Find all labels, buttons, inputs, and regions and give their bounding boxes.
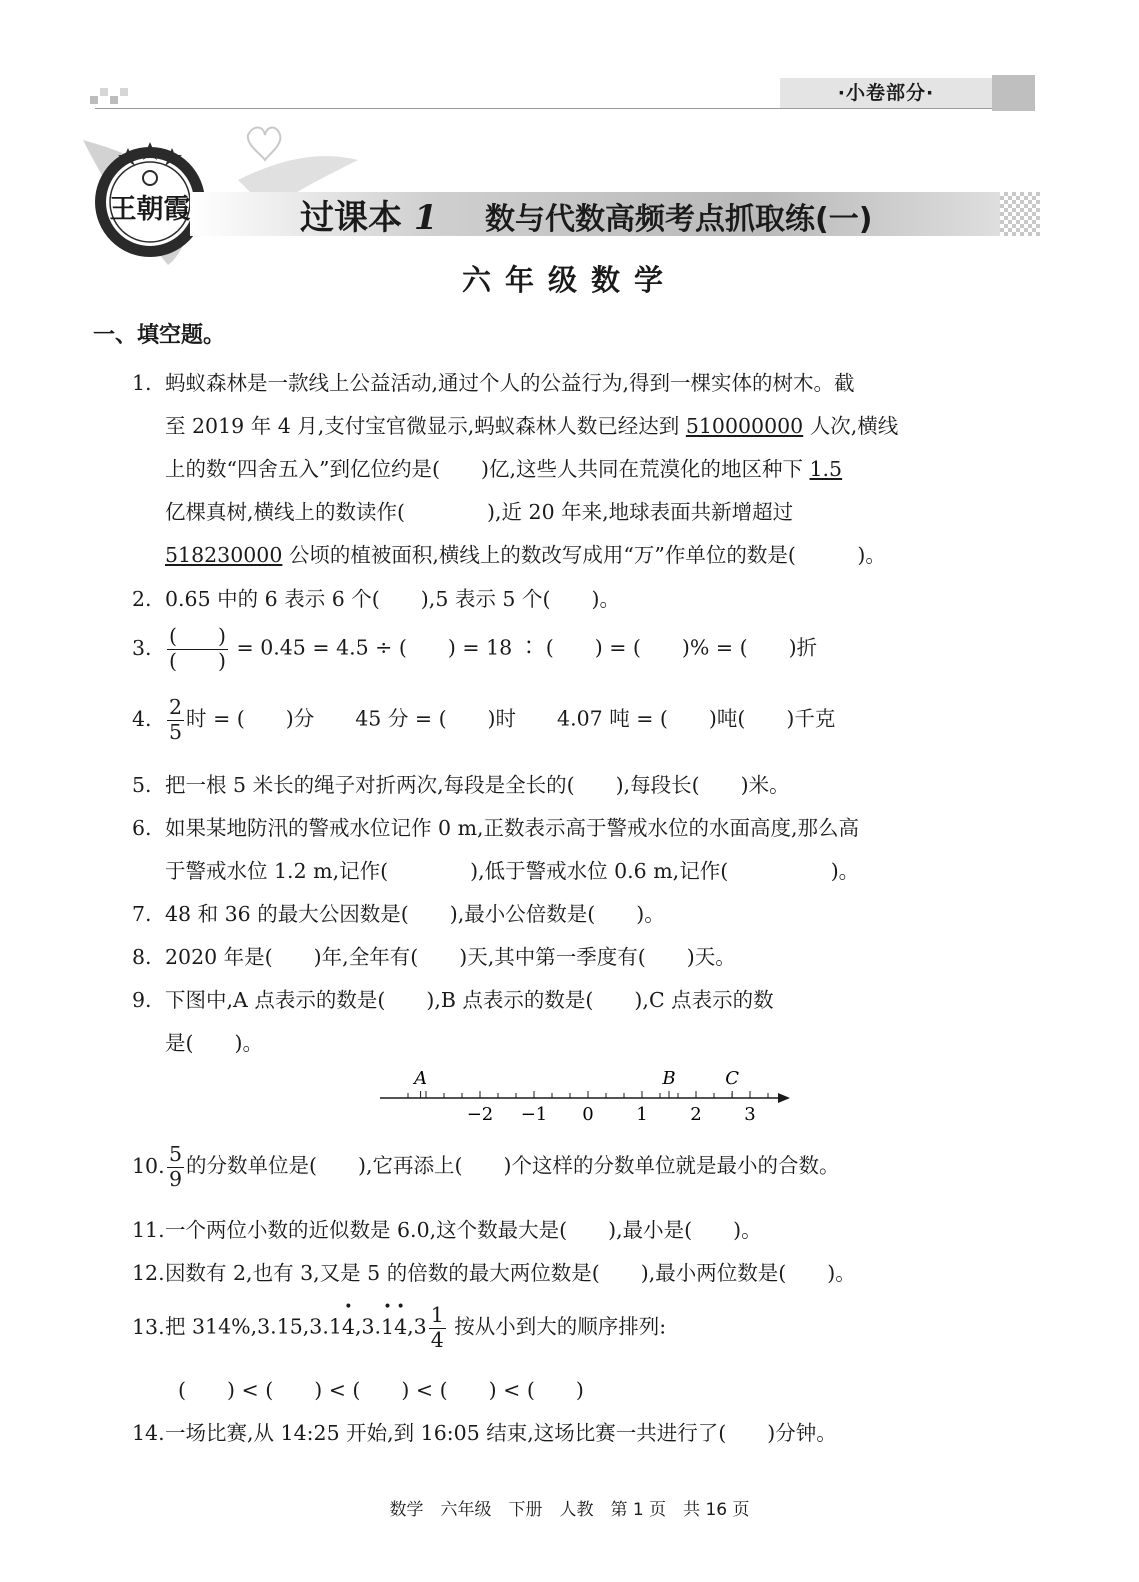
question-text: 时 = ( )分 45 分 = ( )时 4.07 吨 = ( )吨( )千克	[186, 706, 836, 731]
underlined-number: 518230000	[165, 543, 283, 567]
question-text: 如果某地防汛的警戒水位记作 0 m,正数表示高于警戒水位的水面高度,那么高	[165, 816, 860, 840]
question-1-line-5	[165, 538, 886, 568]
question-text: 人次,横线	[803, 414, 899, 438]
corner-decoration	[120, 88, 128, 96]
question-4	[132, 696, 835, 744]
fraction-numerator: 1	[430, 1303, 444, 1327]
repeating-digit: • 4	[394, 1315, 407, 1339]
question-14	[132, 1416, 837, 1446]
question-6-line-2: 于警戒水位 1.2 m,记作( ),低于警戒水位 0.6 m,记作( )。	[165, 859, 860, 883]
question-number: 10.	[132, 1153, 165, 1178]
number-line-point-label: C	[725, 1068, 740, 1089]
fraction-denominator: 5	[169, 719, 183, 744]
section-title: 一、填空题。	[93, 323, 226, 348]
title-main: 数与代数高频考点抓取练(一)	[485, 202, 873, 237]
header-rule	[95, 108, 1035, 109]
fraction-numerator: 2	[169, 695, 183, 719]
section-tag: ·小卷部分·	[780, 78, 992, 108]
page-footer: 数学 六年级 下册 人教 第 1 页 共 16 页	[389, 1500, 750, 1520]
question-number: 5.	[132, 773, 152, 797]
number-line-tick-label: 2	[690, 1104, 702, 1125]
question-number: 3.	[132, 635, 152, 660]
question-number: 2.	[132, 587, 152, 611]
corner-decoration	[90, 96, 98, 104]
question-9	[132, 983, 774, 1013]
question-text: 把 314%,3.15,3.1	[165, 1314, 342, 1339]
question-3	[132, 625, 817, 673]
question-5	[132, 768, 790, 798]
title-bar-pattern	[1000, 192, 1040, 236]
question-number: 9.	[132, 988, 152, 1012]
subtitle: 六年级数学	[461, 263, 677, 297]
question-text: ,3	[407, 1314, 427, 1339]
fraction-denominator: 4	[430, 1327, 444, 1352]
underlined-number: 510000000	[685, 414, 804, 438]
repeating-digit: • 4	[342, 1315, 355, 1339]
question-text: 一个两位小数的近似数是 6.0,这个数最大是( ),最小是( )。	[165, 1218, 762, 1242]
question-text: = 0.45 = 4.5 ÷ ( ) = 18 ∶ ( ) = ( )% = ( )折	[230, 635, 818, 660]
question-text: 2020 年是( )年,全年有( )天,其中第一季度有( )天。	[165, 945, 736, 969]
question-number: 14.	[132, 1421, 165, 1445]
question-text: 因数有 2,也有 3,又是 5 的倍数的最大两位数是( ),最小两位数是( )。	[165, 1261, 856, 1285]
number-line-tick-label: −1	[520, 1104, 548, 1125]
question-13	[132, 1304, 666, 1352]
question-text: ,3.	[354, 1314, 382, 1339]
question-text: 按从小到大的顺序排列:	[447, 1314, 667, 1339]
number-line	[370, 1064, 800, 1128]
fraction	[167, 625, 228, 673]
question-text: 的分数单位是( ),它再添上( )个这样的分数单位就是最小的合数。	[186, 1153, 840, 1178]
question-text: 一场比赛,从 14:25 开始,到 16:05 结束,这场比赛一共进行了( )分钟。	[165, 1421, 837, 1445]
logo-text: 王朝霞	[109, 194, 191, 225]
fraction	[167, 696, 184, 744]
question-text: 上的数“四舍五入”到亿位约是( )亿,这些人共同在荒漠化的地区种下	[165, 457, 810, 481]
ordering-blanks: ( ) < ( ) < ( ) < ( ) < ( )	[178, 1378, 584, 1402]
question-text: 蚂蚁森林是一款线上公益活动,通过个人的公益行为,得到一棵实体的树木。截	[165, 371, 855, 395]
title-number	[300, 190, 438, 239]
question-1-line-3	[165, 452, 842, 482]
question-number: 7.	[132, 902, 152, 926]
number-line-tick-label: 0	[582, 1104, 594, 1125]
section-tag-block	[992, 75, 1035, 111]
number-line-arrow	[778, 1093, 790, 1103]
question-1	[132, 366, 855, 396]
corner-decoration	[100, 88, 108, 96]
number-line-tick-label: 1	[636, 1104, 648, 1125]
question-7	[132, 897, 665, 927]
question-1-line-4: 亿棵真树,横线上的数读作( ),近 20 年来,地球表面共新增超过	[165, 500, 794, 524]
question-8	[132, 940, 736, 970]
title-number-text: 过课本	[300, 198, 402, 238]
question-number: 6.	[132, 816, 152, 840]
question-text: 下图中,A 点表示的数是( ),B 点表示的数是( ),C 点表示的数	[165, 988, 774, 1012]
corner-decoration	[110, 96, 118, 104]
question-11	[132, 1213, 762, 1243]
fraction	[167, 1143, 184, 1191]
number-line-point-label: A	[414, 1068, 428, 1089]
question-number: 12.	[132, 1261, 165, 1285]
logo-ring-text: WANGZHAOXIA	[121, 226, 179, 233]
repeating-digit: • 1	[381, 1315, 394, 1339]
question-number: 8.	[132, 945, 152, 969]
question-text: 至 2019 年 4 月,支付宝官微显示,蚂蚁森林人数已经达到	[165, 414, 686, 438]
fraction-denominator: ( )	[169, 648, 226, 673]
fraction	[429, 1304, 446, 1352]
question-text: 把一根 5 米长的绳子对折两次,每段是全长的( ),每段长( )米。	[165, 773, 790, 797]
question-2	[132, 582, 620, 612]
question-text: 48 和 36 的最大公因数是( ),最小公倍数是( )。	[165, 902, 665, 926]
question-text: 公顷的植被面积,横线上的数改写成用“万”作单位的数是( )。	[282, 543, 886, 567]
question-10	[132, 1143, 840, 1191]
question-number: 11.	[132, 1218, 165, 1242]
number-line-point-label: B	[662, 1068, 676, 1089]
number-line-tick-label: 3	[744, 1104, 756, 1125]
question-12	[132, 1256, 856, 1286]
fraction-numerator: ( )	[169, 624, 226, 648]
fraction-numerator: 5	[169, 1142, 183, 1166]
number-line-tick-label: −2	[466, 1104, 494, 1125]
question-number: 4.	[132, 706, 152, 731]
question-1-line-2	[165, 409, 898, 439]
question-number: 13.	[132, 1314, 165, 1339]
underlined-number: 1.5	[809, 457, 843, 481]
question-number: 1.	[132, 371, 152, 395]
question-text: 0.65 中的 6 表示 6 个( ),5 表示 5 个( )。	[165, 587, 620, 611]
fraction-denominator: 9	[169, 1166, 183, 1191]
question-9-line-2: 是( )。	[165, 1031, 263, 1055]
question-6	[132, 811, 859, 841]
title-index: 1	[413, 198, 438, 238]
